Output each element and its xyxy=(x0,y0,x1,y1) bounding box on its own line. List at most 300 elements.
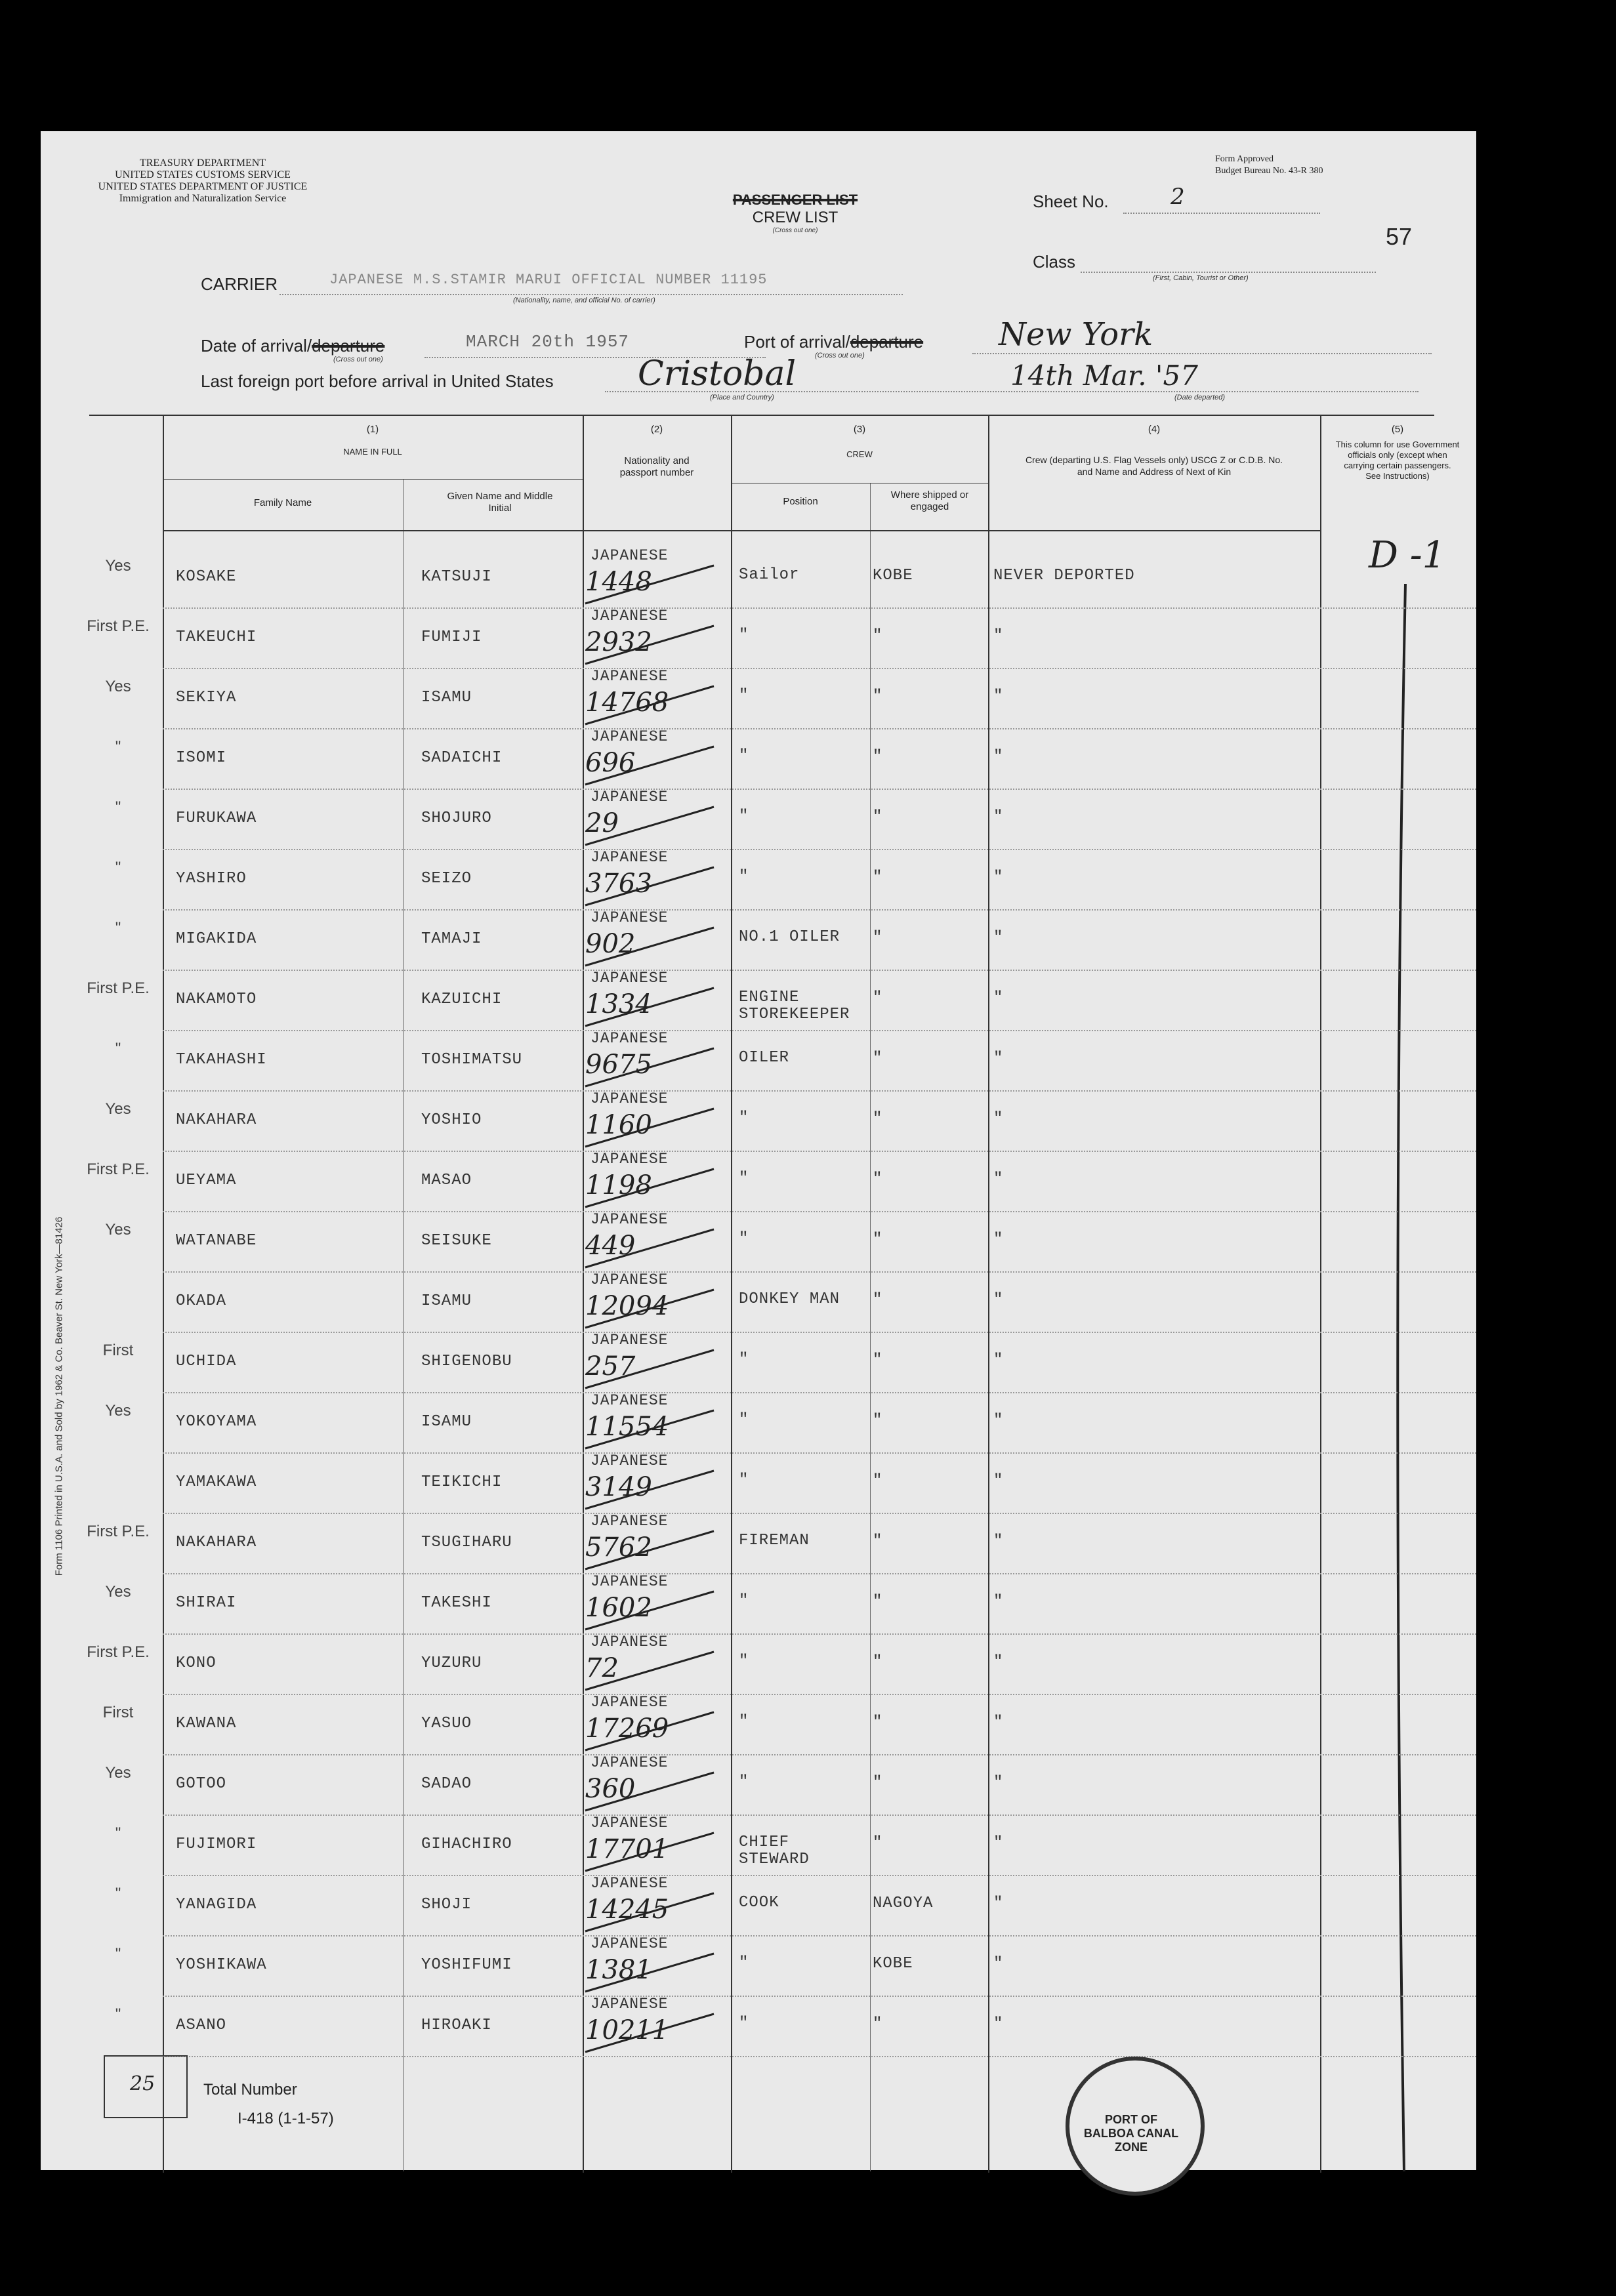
official-note: Yes xyxy=(105,557,131,575)
where-shipped: NAGOYA xyxy=(873,1895,934,1912)
table-row xyxy=(41,790,1476,850)
name-subheader-rule xyxy=(163,479,583,480)
where-shipped: " xyxy=(873,1050,883,1067)
passport-strike-mark xyxy=(583,922,747,968)
given-name: KAZUICHI xyxy=(421,991,503,1008)
next-of-kin: " xyxy=(993,1713,1004,1731)
list-type-note: (Cross out one) xyxy=(772,227,818,234)
passport-number: 17269 xyxy=(585,1713,669,1744)
where-shipped: " xyxy=(873,1351,883,1369)
port-struck: departure xyxy=(850,332,924,352)
col2-number: (2) xyxy=(650,424,663,435)
passport-number: 902 xyxy=(585,929,636,959)
given-name: KATSUJI xyxy=(421,568,492,586)
official-note: First P.E. xyxy=(87,1160,150,1178)
sheet-label: Sheet No. xyxy=(1033,192,1109,211)
nationality: JAPANESE xyxy=(590,1332,669,1349)
nationality: JAPANESE xyxy=(590,1452,669,1469)
passport-number: 3763 xyxy=(585,869,652,899)
arrival-value: MARCH 20th 1957 xyxy=(466,332,630,352)
where-shipped: " xyxy=(873,1774,883,1792)
passport-number: 1334 xyxy=(585,989,652,1019)
nationality: JAPANESE xyxy=(590,1694,669,1711)
passport-strike-mark xyxy=(583,1103,747,1149)
nationality: JAPANESE xyxy=(590,789,669,806)
crew-position: " xyxy=(739,1954,749,1972)
next-of-kin: " xyxy=(993,1291,1004,1309)
table-row xyxy=(41,1876,1476,1937)
family-name: NAKAHARA xyxy=(176,1534,257,1551)
carrier-value: JAPANESE M.S.STAMIR MARUI OFFICIAL NUMBER 11195 xyxy=(329,272,768,288)
where-shipped: " xyxy=(873,1472,883,1490)
crew-position: Sailor xyxy=(739,566,800,584)
nationality: JAPANESE xyxy=(590,1513,669,1530)
nationality: JAPANESE xyxy=(590,1030,669,1047)
official-note: Yes xyxy=(105,678,131,695)
col5-header xyxy=(1320,424,1475,482)
passport-number: 9675 xyxy=(585,1050,652,1080)
next-of-kin: " xyxy=(993,1532,1004,1550)
next-of-kin: " xyxy=(993,1472,1004,1490)
where-shipped: " xyxy=(873,1713,883,1731)
official-note: First P.E. xyxy=(87,979,150,997)
table-row xyxy=(41,729,1476,790)
nationality: JAPANESE xyxy=(590,668,669,685)
table-row xyxy=(41,1092,1476,1152)
official-note: First P.E. xyxy=(87,1523,150,1540)
nationality: JAPANESE xyxy=(590,547,669,564)
next-of-kin: " xyxy=(993,687,1004,705)
total-label: Total Number xyxy=(203,2081,297,2099)
table-row xyxy=(41,1635,1476,1695)
row-separator xyxy=(163,2056,1476,2057)
passport-strike-mark xyxy=(583,681,747,727)
table-row xyxy=(41,1937,1476,1997)
family-name: NAKAMOTO xyxy=(176,991,257,1008)
next-of-kin: " xyxy=(993,808,1004,826)
page-number: 57 xyxy=(1386,223,1413,250)
family-name: TAKAHASHI xyxy=(176,1051,267,1069)
next-of-kin: " xyxy=(993,748,1004,766)
col4-header xyxy=(988,424,1320,478)
form-number: I-418 (1-1-57) xyxy=(238,2110,334,2127)
next-of-kin: NEVER DEPORTED xyxy=(993,567,1135,584)
col4-number: (4) xyxy=(1148,424,1161,435)
sheet-line xyxy=(1123,213,1320,214)
d-mark: D -1 xyxy=(1369,534,1446,577)
port-stamp xyxy=(1066,2057,1205,2196)
where-shipped: " xyxy=(873,1231,883,1248)
crew-position: " xyxy=(739,747,749,765)
family-name: SEKIYA xyxy=(176,689,237,707)
official-note: Yes xyxy=(105,1221,131,1239)
nationality: JAPANESE xyxy=(590,1935,669,1952)
crew-position: " xyxy=(739,1652,749,1670)
passport-number: 17701 xyxy=(585,1834,669,1864)
passport-number: 72 xyxy=(585,1653,619,1683)
port-label-text: Port of arrival/ xyxy=(744,332,850,352)
passport-strike-mark xyxy=(583,1647,747,1692)
next-of-kin: " xyxy=(993,1834,1004,1852)
table-row xyxy=(41,1755,1476,1816)
class-line xyxy=(1081,272,1376,273)
col3-title: CREW xyxy=(846,449,873,459)
passport-number: 1381 xyxy=(585,1955,652,1985)
passport-strike-mark xyxy=(583,1948,747,1994)
port-stamp-text: PORT OF BALBOA CANAL ZONE xyxy=(1083,2113,1179,2154)
table-row xyxy=(41,911,1476,971)
official-note: Yes xyxy=(105,1402,131,1420)
nationality: JAPANESE xyxy=(590,1754,669,1771)
position-header: Position xyxy=(783,496,818,507)
table-row xyxy=(41,850,1476,911)
agency-line-1: TREASURY DEPARTMENT xyxy=(139,157,266,169)
budget-bureau-number: Budget Bureau No. 43-R 380 xyxy=(1215,166,1323,176)
table-row xyxy=(41,1816,1476,1876)
official-note: " xyxy=(115,1885,121,1902)
table-row xyxy=(41,1574,1476,1635)
where-shipped: KOBE xyxy=(873,1955,913,1973)
where-shipped: " xyxy=(873,1110,883,1128)
passport-number: 1160 xyxy=(585,1110,652,1140)
next-of-kin: " xyxy=(993,1231,1004,1248)
next-of-kin: " xyxy=(993,2015,1004,2033)
official-note: First xyxy=(102,1342,134,1359)
arrival-label xyxy=(201,336,384,356)
class-label: Class xyxy=(1033,252,1076,272)
family-name: MIGAKIDA xyxy=(176,930,257,948)
family-name: OKADA xyxy=(176,1292,227,1310)
agency-header xyxy=(94,157,311,205)
carrier-label: CARRIER xyxy=(201,274,278,294)
where-shipped: " xyxy=(873,1412,883,1429)
crew-position: " xyxy=(739,1713,749,1731)
nationality: JAPANESE xyxy=(590,728,669,745)
nationality: JAPANESE xyxy=(590,1211,669,1228)
passport-number: 11554 xyxy=(585,1412,669,1442)
where-shipped: " xyxy=(873,1170,883,1188)
family-name: GOTOO xyxy=(176,1775,227,1793)
family-name: KONO xyxy=(176,1654,217,1672)
passport-number: 1602 xyxy=(585,1593,652,1623)
nationality: JAPANESE xyxy=(590,1151,669,1168)
crew-position: " xyxy=(739,1109,749,1127)
table-row xyxy=(41,971,1476,1031)
crew-position: " xyxy=(739,626,749,644)
margin-text: Form 1106 Printed in U.S.A. and Sold by 1962 & Co. Beaver St. New York—81426 xyxy=(53,1216,65,1576)
last-port-note: (Place and Country) xyxy=(710,394,774,401)
family-name: YAMAKAWA xyxy=(176,1473,257,1491)
col2-title: Nationality and passport number xyxy=(619,455,694,478)
official-note: " xyxy=(115,2005,121,2023)
given-name: GIHACHIRO xyxy=(421,1835,512,1853)
table-row xyxy=(41,1997,1476,2057)
family-name: YASHIRO xyxy=(176,870,247,888)
next-of-kin: " xyxy=(993,1050,1004,1067)
port-note: (Cross out one) xyxy=(815,352,865,359)
table-row xyxy=(41,1273,1476,1333)
nationality: JAPANESE xyxy=(590,1392,669,1409)
passport-number: 2932 xyxy=(585,627,652,657)
given-name-header: Given Name and Middle Initial xyxy=(447,491,553,514)
crew-position: " xyxy=(739,1592,749,1610)
passport-strike-mark xyxy=(583,862,747,908)
official-note: " xyxy=(115,1824,121,1842)
passport-number: 696 xyxy=(585,748,636,778)
agency-line-4: Immigration and Naturalization Service xyxy=(119,193,287,204)
given-name: ISAMU xyxy=(421,689,472,707)
given-name: TAKESHI xyxy=(421,1594,492,1612)
crew-position: FIREMAN xyxy=(739,1532,810,1549)
col3-header xyxy=(731,424,988,461)
class-note: (First, Cabin, Tourist or Other) xyxy=(1153,274,1249,282)
family-name: ISOMI xyxy=(176,749,227,767)
official-note: Yes xyxy=(105,1764,131,1782)
agency-line-3: UNITED STATES DEPARTMENT OF JUSTICE xyxy=(98,181,308,192)
nationality: JAPANESE xyxy=(590,909,669,926)
passport-number: 360 xyxy=(585,1774,636,1804)
sheet-value: 2 xyxy=(1171,184,1185,210)
where-shipped: " xyxy=(873,869,883,886)
last-port-label: Last foreign port before arrival in United States xyxy=(201,371,554,391)
given-name: SHIGENOBU xyxy=(421,1353,512,1370)
given-name: TSUGIHARU xyxy=(421,1534,512,1551)
port-value: New York xyxy=(999,316,1153,353)
carrier-line xyxy=(280,294,903,295)
given-name: TAMAJI xyxy=(421,930,482,948)
passport-strike-mark xyxy=(583,1405,747,1451)
passport-strike-mark xyxy=(583,1586,747,1632)
passport-number: 1448 xyxy=(585,567,652,597)
table-row xyxy=(41,1152,1476,1212)
date-departed-value: 14th Mar. '57 xyxy=(1010,359,1198,392)
where-shipped: " xyxy=(873,748,883,766)
next-of-kin: " xyxy=(993,1653,1004,1671)
table-row xyxy=(41,1393,1476,1454)
passport-strike-mark xyxy=(583,1466,747,1511)
passport-number: 10211 xyxy=(585,2015,669,2045)
passport-number: 12094 xyxy=(585,1291,669,1321)
nationality: JAPANESE xyxy=(590,1996,669,2013)
family-name: TAKEUCHI xyxy=(176,628,257,646)
header-bottom-rule xyxy=(163,530,1320,531)
given-name: SEIZO xyxy=(421,870,472,888)
family-name: WATANABE xyxy=(176,1232,257,1250)
family-name-header: Family Name xyxy=(253,497,312,508)
col1-header xyxy=(163,424,583,458)
date-departed-note: (Date departed) xyxy=(1174,394,1226,401)
family-name: YOSHIKAWA xyxy=(176,1956,267,1974)
col2-header xyxy=(583,424,731,479)
where-shipped: " xyxy=(873,1532,883,1550)
family-name: UEYAMA xyxy=(176,1172,237,1189)
passport-strike-mark xyxy=(583,1284,747,1330)
next-of-kin: " xyxy=(993,869,1004,886)
col1-title: NAME IN FULL xyxy=(343,447,402,457)
nationality: JAPANESE xyxy=(590,1633,669,1650)
official-note: " xyxy=(115,919,121,937)
crew-position: " xyxy=(739,1230,749,1248)
where-shipped: " xyxy=(873,1593,883,1610)
family-name: FUJIMORI xyxy=(176,1835,257,1853)
family-name: SHIRAI xyxy=(176,1594,237,1612)
passport-number: 449 xyxy=(585,1231,636,1261)
passport-number: 14768 xyxy=(585,687,669,718)
given-name: YASUO xyxy=(421,1715,472,1732)
last-port-value: Cristobal xyxy=(638,354,797,394)
where-shipped: KOBE xyxy=(873,567,913,584)
nationality: JAPANESE xyxy=(590,1271,669,1288)
crew-position: COOK xyxy=(739,1894,779,1912)
table-row xyxy=(41,1212,1476,1273)
table-row xyxy=(41,669,1476,729)
official-note: First xyxy=(102,1704,134,1721)
crew-position: OILER xyxy=(739,1049,790,1067)
where-shipped: " xyxy=(873,929,883,947)
nationality: JAPANESE xyxy=(590,1573,669,1590)
passport-strike-mark xyxy=(583,2009,747,2055)
where-shipped: " xyxy=(873,1291,883,1309)
passport-strike-mark xyxy=(583,560,747,606)
nationality: JAPANESE xyxy=(590,1814,669,1832)
table-row xyxy=(41,1031,1476,1092)
crew-position: " xyxy=(739,808,749,825)
given-name: HIROAKI xyxy=(421,2017,492,2034)
crew-position: DONKEY MAN xyxy=(739,1290,840,1308)
family-name: YANAGIDA xyxy=(176,1896,257,1914)
passport-strike-mark xyxy=(583,1224,747,1270)
official-note: First P.E. xyxy=(87,617,150,635)
nationality: JAPANESE xyxy=(590,849,669,866)
passport-strike-mark xyxy=(583,1707,747,1753)
form-approved-label: Form Approved xyxy=(1215,154,1274,164)
list-type-label: CREW LIST xyxy=(752,209,839,226)
nationality: JAPANESE xyxy=(590,970,669,987)
official-note: " xyxy=(115,1945,121,1963)
official-note: " xyxy=(115,1040,121,1057)
next-of-kin: " xyxy=(993,989,1004,1007)
col4-title: Crew (departing U.S. Flag Vessels only) USCG Z or C.D.B. No. and Name and Address of Next of Kin xyxy=(1025,455,1283,477)
family-name: UCHIDA xyxy=(176,1353,237,1370)
given-name: SEISUKE xyxy=(421,1232,492,1250)
next-of-kin: " xyxy=(993,1774,1004,1792)
passport-strike-mark xyxy=(583,741,747,787)
passport-strike-mark xyxy=(583,621,747,666)
next-of-kin: " xyxy=(993,1895,1004,1912)
official-note: First P.E. xyxy=(87,1643,150,1661)
passport-number: 3149 xyxy=(585,1472,652,1502)
given-name: TOSHIMATSU xyxy=(421,1051,523,1069)
crew-position: " xyxy=(739,1170,749,1187)
official-note: Yes xyxy=(105,1583,131,1601)
port-label xyxy=(744,332,923,352)
where-shipped: " xyxy=(873,1653,883,1671)
next-of-kin: " xyxy=(993,929,1004,947)
given-name: YOSHIFUMI xyxy=(421,1956,512,1974)
arrival-struck: departure xyxy=(312,336,385,356)
passport-strike-mark xyxy=(583,1888,747,1934)
table-row xyxy=(41,1514,1476,1574)
col5-title: This column for use Government officials only (except when carrying certain passengers. See Instructions) xyxy=(1335,440,1460,481)
official-note: " xyxy=(115,859,121,876)
arrival-note: (Cross out one) xyxy=(333,356,383,363)
next-of-kin: " xyxy=(993,1170,1004,1188)
passport-strike-mark xyxy=(583,802,747,848)
given-name: SHOJI xyxy=(421,1896,472,1914)
next-of-kin: " xyxy=(993,1412,1004,1429)
crew-position: " xyxy=(739,687,749,705)
given-name: YUZURU xyxy=(421,1654,482,1672)
passport-strike-mark xyxy=(583,1164,747,1210)
passport-strike-mark xyxy=(583,1043,747,1089)
crew-position: ENGINE STOREKEEPER xyxy=(739,989,850,1023)
passport-number: 14245 xyxy=(585,1895,669,1925)
table-top-rule xyxy=(89,415,1434,416)
given-name: SADAICHI xyxy=(421,749,503,767)
table-row xyxy=(41,1333,1476,1393)
nationality: JAPANESE xyxy=(590,1875,669,1892)
official-note: Yes xyxy=(105,1100,131,1118)
given-name: ISAMU xyxy=(421,1292,472,1310)
family-name: NAKAHARA xyxy=(176,1111,257,1129)
nationality: JAPANESE xyxy=(590,607,669,625)
given-name: MASAO xyxy=(421,1172,472,1189)
agency-line-2: UNITED STATES CUSTOMS SERVICE xyxy=(115,169,291,180)
where-shipped: " xyxy=(873,1834,883,1852)
list-type-struck: PASSENGER LIST xyxy=(732,192,858,208)
given-name: FUMIJI xyxy=(421,628,482,646)
passport-number: 29 xyxy=(585,808,619,838)
given-name: TEIKICHI xyxy=(421,1473,503,1491)
family-name: FURUKAWA xyxy=(176,810,257,827)
crew-position: " xyxy=(739,1471,749,1489)
passport-strike-mark xyxy=(583,1345,747,1391)
crew-position: NO.1 OILER xyxy=(739,928,840,946)
crew-list-form xyxy=(41,131,1476,2170)
total-value: 25 xyxy=(130,2072,155,2095)
next-of-kin: " xyxy=(993,627,1004,645)
given-name: YOSHIO xyxy=(421,1111,482,1129)
crew-position: " xyxy=(739,1351,749,1368)
next-of-kin: " xyxy=(993,1351,1004,1369)
family-name: YOKOYAMA xyxy=(176,1413,257,1431)
family-name: KAWANA xyxy=(176,1715,237,1732)
crew-position: " xyxy=(739,1411,749,1429)
given-name: SHOJURO xyxy=(421,810,492,827)
where-shipped: " xyxy=(873,808,883,826)
table-row xyxy=(41,548,1476,609)
passport-number: 257 xyxy=(585,1351,636,1382)
where-shipped-header: Where shipped or engaged xyxy=(890,489,969,512)
arrival-label-text: Date of arrival/ xyxy=(201,336,312,356)
crew-position: " xyxy=(739,2015,749,2032)
next-of-kin: " xyxy=(993,1110,1004,1128)
nationality: JAPANESE xyxy=(590,1090,669,1107)
col1-number: (1) xyxy=(366,424,379,435)
passport-strike-mark xyxy=(583,1526,747,1572)
port-line xyxy=(972,353,1432,354)
where-shipped: " xyxy=(873,989,883,1007)
family-name: ASANO xyxy=(176,2017,227,2034)
family-name: KOSAKE xyxy=(176,568,237,586)
col3-number: (3) xyxy=(853,424,866,435)
table-row xyxy=(41,609,1476,669)
crew-position: " xyxy=(739,1773,749,1791)
official-note: " xyxy=(115,798,121,816)
carrier-note: (Nationality, name, and official No. of carrier) xyxy=(513,297,655,304)
passport-strike-mark xyxy=(583,983,747,1029)
crew-position: " xyxy=(739,868,749,886)
